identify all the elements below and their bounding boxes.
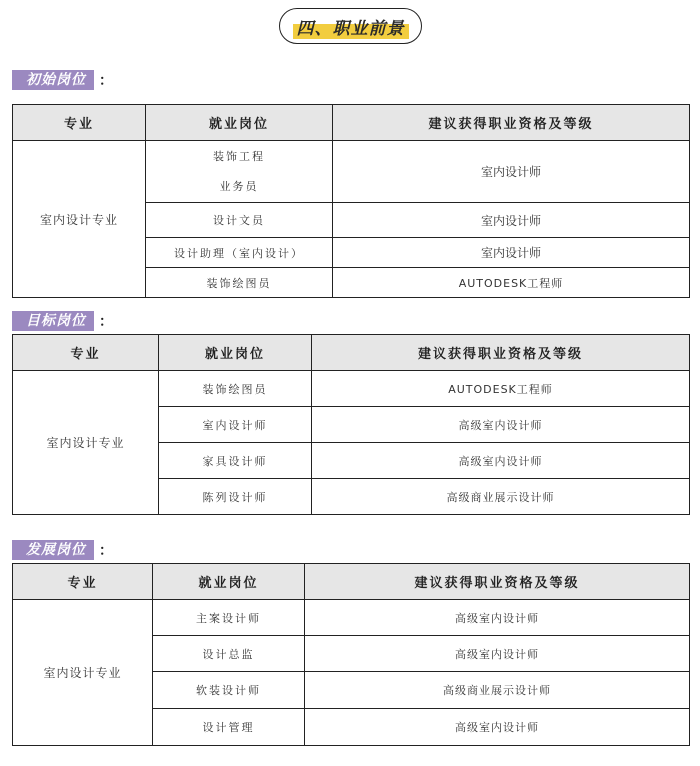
cert-cell: 室内设计师 <box>333 238 690 268</box>
position-cell <box>146 141 333 203</box>
header-major: 专业 <box>13 564 153 600</box>
major-cell: 室内设计专业 <box>13 600 153 746</box>
section-tag: 初始岗位 <box>12 70 94 90</box>
table-header-row <box>13 105 690 141</box>
table-header-row <box>13 335 690 371</box>
header-major: 专业 <box>13 105 146 141</box>
initial-positions-table <box>12 104 690 298</box>
section-tag: 目标岗位 <box>12 311 94 331</box>
section-colon: ： <box>99 73 113 89</box>
position-cell: 设计管理 <box>153 709 305 746</box>
position-cell: 主案设计师 <box>153 600 305 636</box>
position-cell: 陈列设计师 <box>159 479 312 515</box>
section-label-development <box>12 540 113 560</box>
cert-cell: 高级商业展示设计师 <box>312 479 690 515</box>
header-position: 就业岗位 <box>153 564 305 600</box>
table-row <box>13 600 690 636</box>
position-cell: 设计文员 <box>146 203 333 238</box>
cert-cell: AUTODESK工程师 <box>333 268 690 298</box>
page-title-pill <box>279 8 422 44</box>
cert-cell: 高级商业展示设计师 <box>305 672 690 709</box>
position-cell: 软装设计师 <box>153 672 305 709</box>
position-cell: 家具设计师 <box>159 443 312 479</box>
table-row <box>13 371 690 407</box>
position-cell: 设计总监 <box>153 636 305 672</box>
cert-cell: 室内设计师 <box>333 203 690 238</box>
header-position: 就业岗位 <box>159 335 312 371</box>
header-position: 就业岗位 <box>146 105 333 141</box>
cert-cell: 室内设计师 <box>333 141 690 203</box>
table-row <box>13 141 690 203</box>
development-positions-table <box>12 563 690 746</box>
page-title: 四、职业前景 <box>293 14 409 39</box>
cert-cell: 高级室内设计师 <box>305 709 690 746</box>
position-line: 业务员 <box>219 179 259 193</box>
section-label-target <box>12 311 113 331</box>
table-header-row <box>13 564 690 600</box>
position-cell: 室内设计师 <box>159 407 312 443</box>
position-cell: 装饰绘图员 <box>159 371 312 407</box>
cert-cell: 高级室内设计师 <box>305 600 690 636</box>
position-line: 装饰工程 <box>213 149 265 163</box>
section-tag: 发展岗位 <box>12 540 94 560</box>
position-cell: 设计助理（室内设计） <box>146 238 333 268</box>
position-cell: 装饰绘图员 <box>146 268 333 298</box>
major-cell: 室内设计专业 <box>13 141 146 298</box>
header-cert: 建议获得职业资格及等级 <box>333 105 690 141</box>
header-cert: 建议获得职业资格及等级 <box>305 564 690 600</box>
target-positions-table <box>12 334 690 515</box>
cert-cell: 高级室内设计师 <box>312 443 690 479</box>
cert-cell: 高级室内设计师 <box>312 407 690 443</box>
header-cert: 建议获得职业资格及等级 <box>312 335 690 371</box>
section-colon: ： <box>99 543 113 559</box>
cert-cell: AUTODESK工程师 <box>312 371 690 407</box>
major-cell: 室内设计专业 <box>13 371 159 515</box>
section-colon: ： <box>99 314 113 330</box>
section-label-initial <box>12 70 113 90</box>
header-major: 专业 <box>13 335 159 371</box>
cert-cell: 高级室内设计师 <box>305 636 690 672</box>
